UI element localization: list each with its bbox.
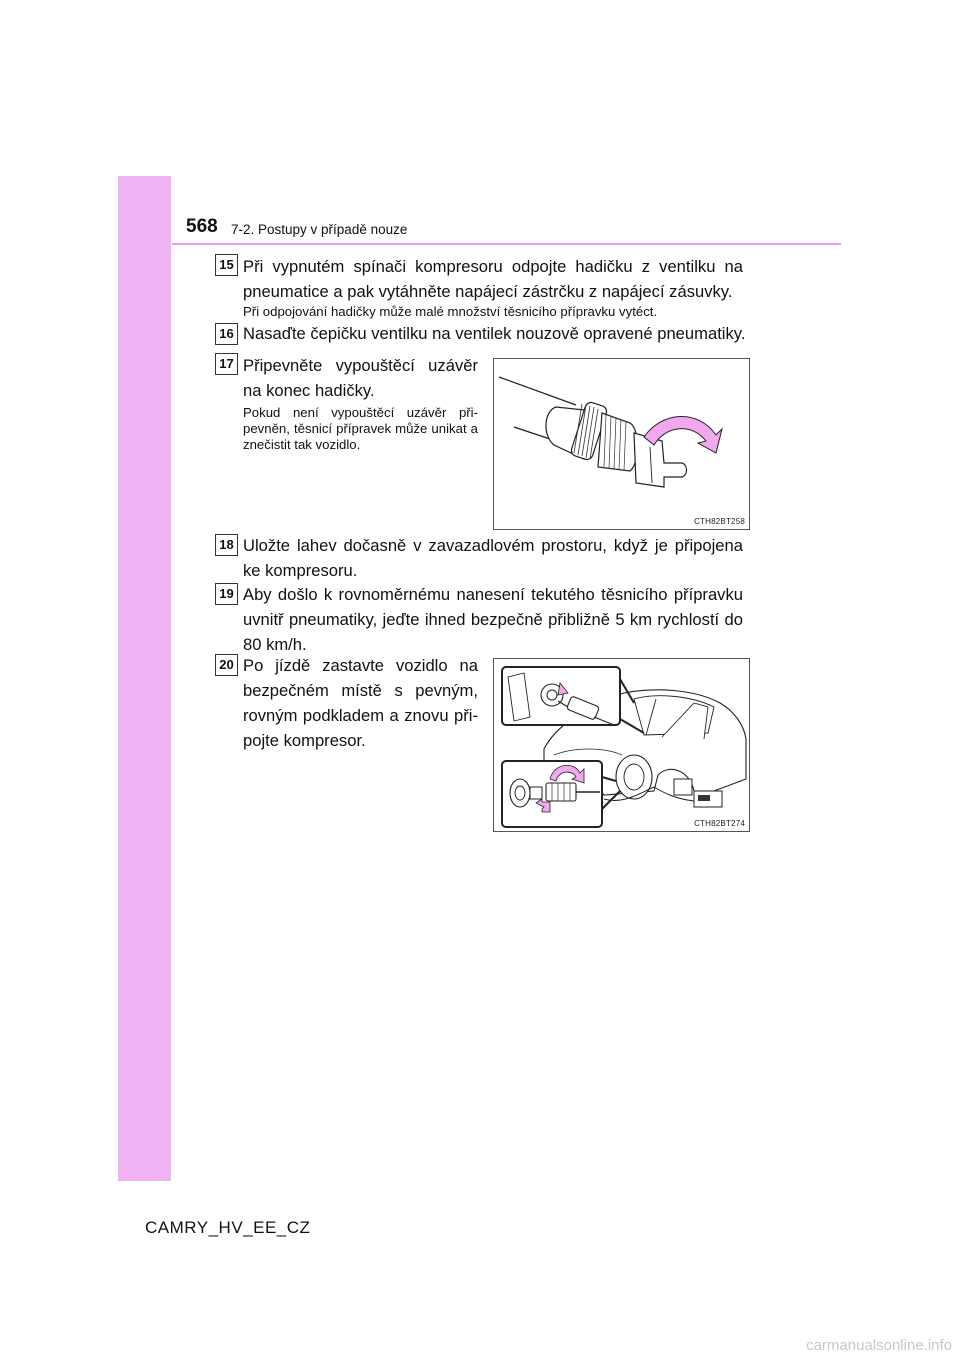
document-footer: CAMRY_HV_EE_CZ bbox=[145, 1218, 311, 1237]
figure-code-car: CTH82BT274 bbox=[694, 819, 745, 828]
step-19-text: Aby došlo k rovnoměrnému nanesení tekutého těsnicího přípravku uvnitř pneumatiky, jeďte ihned bezpečně přibližně 5 km rychlostí do 80 km/h. bbox=[243, 585, 743, 654]
step-17-text: Připevněte vypouštěcí uzávěr na konec hadičky. bbox=[243, 356, 478, 400]
figure-reconnect-compressor bbox=[493, 658, 750, 832]
header-rule bbox=[172, 243, 841, 245]
step-15-note: Při odpojování hadičky může malé množství těsnicího přípravku vytéct. bbox=[243, 304, 658, 319]
section-title: 7-2. Postupy v případě nouze bbox=[231, 222, 408, 237]
step-number-20: 20 bbox=[215, 654, 238, 676]
figure-code-cap: CTH82BT258 bbox=[694, 517, 745, 526]
step-16-text: Nasaďte čepičku ventilku na ventilek nouzově opravené pneumatiky. bbox=[243, 324, 746, 343]
step-20-text: Po jízdě zastavte vozidlo na bezpečném místě s pevným, rovným podkladem a znovu při- pojte kompresor. bbox=[243, 656, 478, 750]
hose-cap-illustration bbox=[494, 359, 749, 529]
page-number: 568 bbox=[186, 216, 218, 237]
watermark: carmanualsonline.info bbox=[806, 1337, 952, 1354]
step-number-19: 19 bbox=[215, 583, 238, 605]
step-17-note: Pokud není vypouštěcí uzávěr při- pevněn, těsnicí přípravek může unikat a znečistit tak vozidlo. bbox=[243, 405, 478, 452]
step-15-text: Při vypnutém spínači kompresoru odpojte hadičku z ventilku na pneumatice a pak vytáhněte napájecí zástrčku z napájecí zásuvky. bbox=[243, 257, 743, 301]
step-number-15: 15 bbox=[215, 254, 238, 276]
figure-drain-cap bbox=[493, 358, 750, 530]
car-compressor-illustration bbox=[494, 659, 749, 831]
chapter-sidebar-tab bbox=[118, 176, 171, 1181]
step-18-text: Uložte lahev dočasně v zavazadlovém prostoru, když je připojena ke kompresoru. bbox=[243, 536, 743, 580]
step-number-17: 17 bbox=[215, 353, 238, 375]
step-number-18: 18 bbox=[215, 534, 238, 556]
step-number-16: 16 bbox=[215, 323, 238, 345]
